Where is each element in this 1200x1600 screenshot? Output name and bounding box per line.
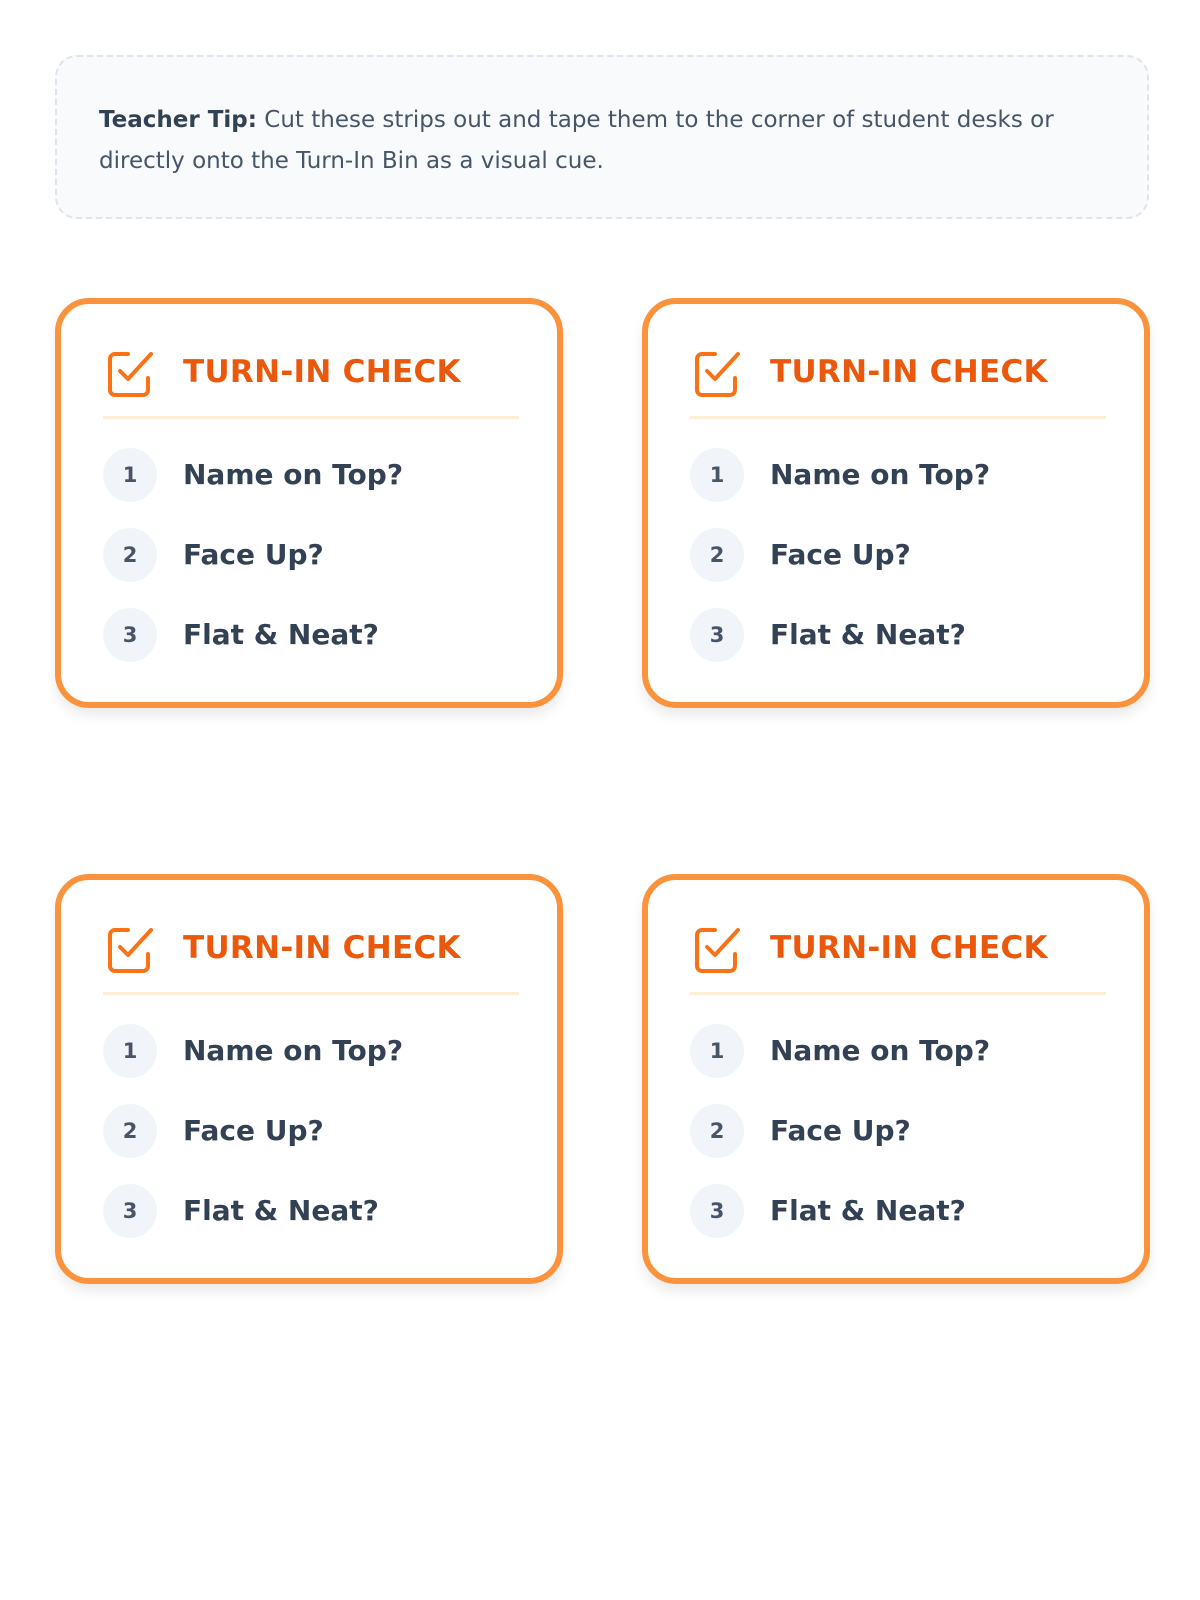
step-number-badge: 2: [690, 1104, 744, 1158]
step-number-badge: 3: [690, 608, 744, 662]
step-number-badge: 3: [103, 608, 157, 662]
checklist-item-label: Name on Top?: [183, 458, 404, 491]
card-title: TURN-IN CHECK: [183, 354, 461, 390]
step-number-badge: 2: [690, 528, 744, 582]
step-number-badge: 2: [103, 1104, 157, 1158]
checklist-item-label: Face Up?: [770, 1114, 911, 1147]
card-header: [103, 346, 519, 419]
checklist-item: [690, 528, 1106, 582]
checklist-item: [103, 448, 519, 502]
checklist-item-label: Flat & Neat?: [770, 618, 966, 651]
checklist-item: [103, 1184, 519, 1238]
step-number-badge: 1: [103, 448, 157, 502]
checklist-item-label: Name on Top?: [770, 458, 991, 491]
checklist-item: [103, 1104, 519, 1158]
checklist-item-label: Face Up?: [770, 538, 911, 571]
teacher-tip-text: Cut these strips out and tape them to the corner of student desks or directly onto the Turn-In Bin as a visual cue.: [99, 107, 1054, 174]
card-title: TURN-IN CHECK: [183, 930, 461, 966]
checklist-item: [690, 1184, 1106, 1238]
card-header: [690, 922, 1106, 995]
checklist-item-label: Face Up?: [183, 538, 324, 571]
step-number-badge: 1: [690, 1024, 744, 1078]
teacher-tip-label: Teacher Tip:: [99, 107, 257, 133]
checklist-item: [103, 1024, 519, 1078]
checklist-item-label: Flat & Neat?: [770, 1194, 966, 1227]
turn-in-check-card: [55, 298, 563, 708]
turn-in-check-card: [55, 874, 563, 1284]
turn-in-check-card: [642, 298, 1150, 708]
card-header: [690, 346, 1106, 419]
checklist-item: [690, 1104, 1106, 1158]
checkbox-check-icon: [690, 346, 746, 402]
checklist-item: [103, 608, 519, 662]
card-title: TURN-IN CHECK: [770, 930, 1048, 966]
step-number-badge: 1: [690, 448, 744, 502]
checklist-item-label: Name on Top?: [770, 1034, 991, 1067]
card-title: TURN-IN CHECK: [770, 354, 1048, 390]
step-number-badge: 3: [103, 1184, 157, 1238]
checkbox-check-icon: [103, 922, 159, 978]
checklist-item: [103, 528, 519, 582]
checklist-item-label: Flat & Neat?: [183, 1194, 379, 1227]
step-number-badge: 2: [103, 528, 157, 582]
checklist-item: [690, 1024, 1106, 1078]
checklist-item-label: Face Up?: [183, 1114, 324, 1147]
step-number-badge: 3: [690, 1184, 744, 1238]
turn-in-check-card: [642, 874, 1150, 1284]
checkbox-check-icon: [690, 922, 746, 978]
checklist-item-label: Name on Top?: [183, 1034, 404, 1067]
card-header: [103, 922, 519, 995]
checkbox-check-icon: [103, 346, 159, 402]
teacher-tip-box: [55, 55, 1149, 219]
checklist-item-label: Flat & Neat?: [183, 618, 379, 651]
checklist-item: [690, 608, 1106, 662]
step-number-badge: 1: [103, 1024, 157, 1078]
checklist-item: [690, 448, 1106, 502]
